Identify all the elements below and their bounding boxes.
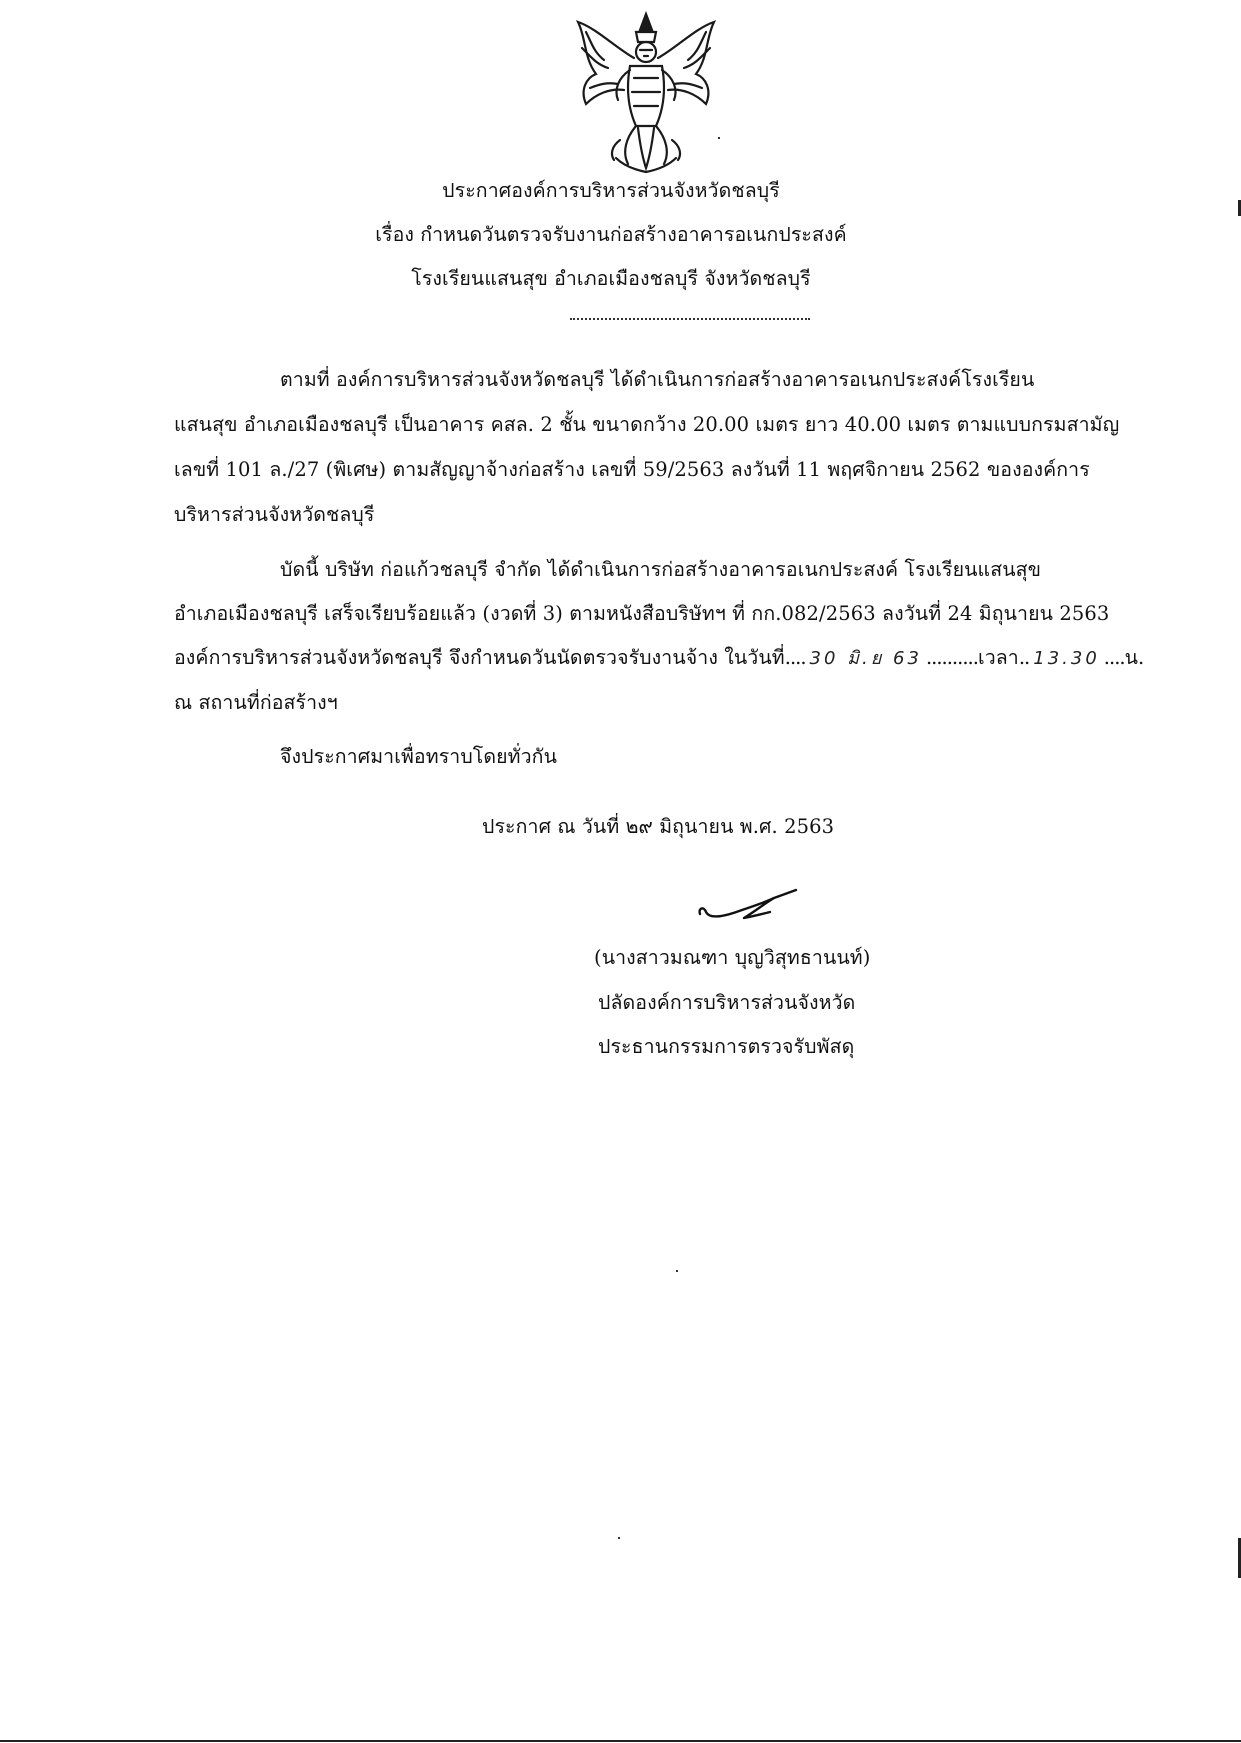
scan-speck — [676, 1270, 678, 1272]
paragraph-1-line-2: แสนสุข อำเภอเมืองชลบุรี เป็นอาคาร คสล. 2 ชั้น ขนาดกว้าง 20.00 เมตร ยาว 40.00 เมตร ตามแบบกรมสามัญ — [174, 413, 1120, 436]
announcement-location: โรงเรียนแสนสุข อำเภอเมืองชลบุรี จังหวัดชลบุรี — [411, 267, 811, 290]
heading-divider — [570, 318, 810, 320]
handwritten-inspection-date: 30 มิ.ย 63 — [809, 648, 922, 669]
date-dots-trail: .......... — [925, 646, 978, 669]
announcement-subject: เรื่อง กำหนดวันตรวจรับงานก่อสร้างอาคารอเนกประสงค์ — [375, 223, 847, 246]
handwritten-inspection-time: 13.30 — [1033, 648, 1100, 669]
time-label: เวลา — [977, 646, 1019, 669]
paragraph-2-line-3 — [174, 643, 1144, 674]
scan-speck — [618, 1537, 620, 1539]
paragraph-1-line-4: บริหารส่วนจังหวัดชลบุรี — [174, 503, 375, 526]
scan-bottom-edge — [0, 1740, 1241, 1742]
time-dots-lead: .. — [1018, 646, 1030, 669]
time-unit: น. — [1124, 646, 1145, 669]
closing-statement: จึงประกาศมาเพื่อทราบโดยทั่วกัน — [280, 745, 557, 768]
inspection-sentence: องค์การบริหารส่วนจังหวัดชลบุรี จึงกำหนดวันนัดตรวจรับงานจ้าง ในวันที่ — [174, 646, 785, 669]
paragraph-1-line-1: ตามที่ องค์การบริหารส่วนจังหวัดชลบุรี ได้ดำเนินการก่อสร้างอาคารอเนกประสงค์โรงเรียน — [280, 368, 1035, 391]
time-dots-trail: .... — [1103, 646, 1125, 669]
paragraph-2-line-2: อำเภอเมืองชลบุรี เสร็จเรียบร้อยแล้ว (งวดที่ 3) ตามหนังสือบริษัทฯ ที่ กก.082/2563 ลงวันที่ 24 มิถุนายน 2563 — [174, 602, 1110, 625]
garuda-emblem-icon — [556, 8, 736, 178]
signatory-role: ประธานกรรมการตรวจรับพัสดุ — [598, 1035, 855, 1058]
announcement-org-title: ประกาศองค์การบริหารส่วนจังหวัดชลบุรี — [442, 179, 780, 202]
paragraph-2-line-4: ณ สถานที่ก่อสร้างฯ — [174, 691, 338, 714]
handwritten-signature-icon — [696, 886, 806, 928]
paragraph-1-line-3: เลขที่ 101 ล./27 (พิเศษ) ตามสัญญาจ้างก่อสร้าง เลขที่ 59/2563 ลงวันที่ 11 พฤศจิกายน 2562 ขององค์การ — [174, 458, 1090, 481]
scan-speck — [718, 137, 720, 139]
signatory-position: ปลัดองค์การบริหารส่วนจังหวัด — [598, 991, 856, 1014]
date-dots-lead: .... — [784, 646, 806, 669]
signatory-name: (นางสาวมณฑา บุญวิสุทธานนท์) — [594, 946, 871, 969]
announcement-date: ประกาศ ณ วันที่ ๒๙ มิถุนายน พ.ศ. 2563 — [482, 815, 835, 838]
paragraph-2-line-1: บัดนี้ บริษัท ก่อแก้วชลบุรี จำกัด ได้ดำเนินการก่อสร้างอาคารอเนกประสงค์ โรงเรียนแสนสุข — [280, 558, 1042, 581]
